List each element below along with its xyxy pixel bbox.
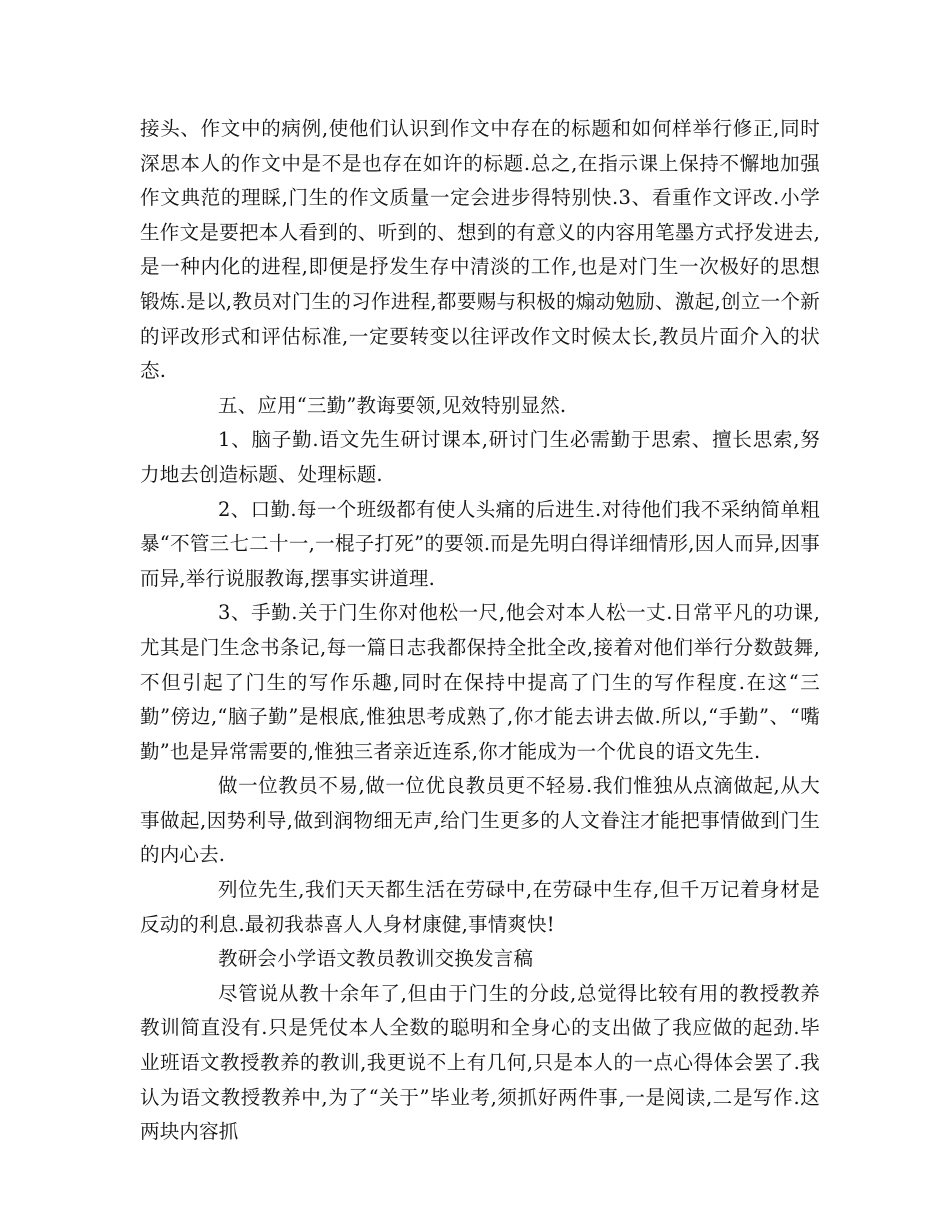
- document-body: [140, 112, 820, 1150]
- paragraph-composition-review: 接头、作文中的病例,使他们认识到作文中存在的标题和如何样举行修正,同时深思本人的作文中是不是也存在如许的标题.总之,在指示课上保持不懈地加强作文典范的理睬,门生的作文质量一定会进步得特别快.3、看重作文评改.小学生作文是要把本人看到的、听到的、想到的有意义的内容用笔墨方式抒发进去,是一种内化的进程,即便是抒发生存中清淡的工作,也是对门生一次极好的思想锻炼.是以,教员对门生的习作进程,都要赐与积极的煽动勉励、激起,创立一个新的评改形式和评估标准,一定要转变以往评改作文时候太长,教员片面介入的状态.: [140, 117, 820, 383]
- paragraph-mouth-diligence: 2、口勤.每一个班级都有使人头痛的后进生.对待他们我不采纳简单粗暴“不管三七二十一,一棍子打死”的要领.而是先明白得详细情形,因人而异,因事而异,举行说服教诲,摆事实讲道理.: [140, 497, 820, 590]
- section-heading-three-diligence: 五、应用“三勤”教诲要领,见效特别显然.: [218, 393, 567, 417]
- paragraph-good-teacher: 做一位教员不易,做一位优良教员更不轻易.我们惟独从点滴做起,从大事做起,因势利导,做到润物细无声,给门生更多的人文眷注才能把事情做到门生的内心去.: [140, 774, 820, 867]
- paragraph-hand-diligence: 3、手勤.关于门生你对他松一尺,他会对本人松一丈.日常平凡的功课,尤其是门生念书条记,每一篇日志我都保持全批全改,接着对他们举行分数鼓舞,不但引起了门生的写作乐趣,同时在保持中提高了门生的写作程度.在这“三勤”傍边,“脑子勤”是根底,惟独思考成熟了,你才能去讲去做.所以,“手勤”、“嘴勤”也是异常需要的,惟独三者亲近连系,你才能成为一个优良的语文先生.: [140, 601, 820, 763]
- paragraph-closing-wishes: 列位先生,我们天天都生活在劳碌中,在劳碌中生存,但千万记着身材是反动的利息.最初我恭喜人人身材康健,事情爽快!: [140, 878, 820, 936]
- speech-title: 教研会小学语文教员教训交换发言稿: [218, 947, 534, 971]
- paragraph-brain-diligence: 1、脑子勤.语文先生研讨课本,研讨门生必需勤于思索、擅长思索,努力地去创造标题、处理标题.: [140, 428, 820, 486]
- paragraph-speech-intro: 尽管说从教十余年了,但由于门生的分歧,总觉得比较有用的教授教养教训简直没有.只是凭仗本人全数的聪明和全身心的支出做了我应做的起劲.毕业班语文教授教养的教训,我更说不上有几何,只是本人的一点心得体会罢了.我认为语文教授教养中,为了“关于”毕业考,须抓好两件事,一是阅读,二是写作.这两块内容抓: [140, 981, 820, 1144]
